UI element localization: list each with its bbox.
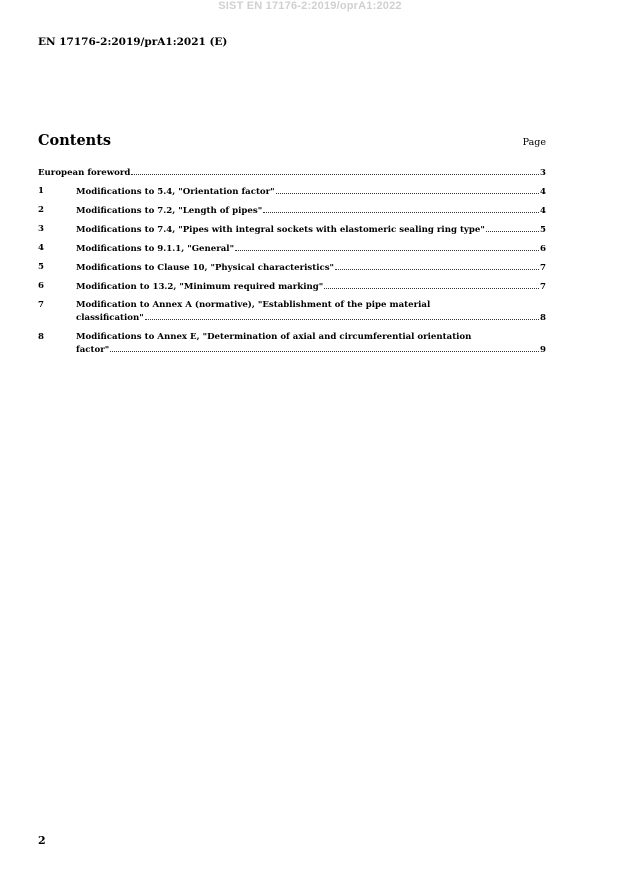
toc-entry-title-line: Modification to Annex A (normative), "Establishment of the pipe material xyxy=(76,300,431,310)
toc-entry-number: 7 xyxy=(38,300,44,310)
toc-entry-page: 7 xyxy=(540,282,546,292)
toc-leader-dots xyxy=(324,280,539,289)
toc-leader-dots xyxy=(263,204,539,213)
toc-leader-dots xyxy=(335,261,539,270)
toc-entry-page: 4 xyxy=(540,187,546,197)
toc-entry-number: 8 xyxy=(38,332,44,342)
toc-entry-page: 3 xyxy=(540,168,546,178)
watermark: SIST EN 17176-2:2019/oprA1:2022 xyxy=(218,0,402,12)
toc-entry-page: 4 xyxy=(540,206,546,216)
toc-entry-page: 5 xyxy=(540,225,546,235)
toc-entry-4[interactable] xyxy=(38,242,546,254)
toc-entry-title-line: Modifications to Annex E, "Determination of axial and circumferential orientation xyxy=(76,332,472,342)
toc-entry-european-foreword[interactable] xyxy=(38,166,546,178)
toc-entry-number: 6 xyxy=(38,281,44,291)
page-number: 2 xyxy=(38,834,46,847)
toc-entry-title: Modifications to 9.1.1, "General" xyxy=(76,244,235,254)
contents-heading: Contents xyxy=(38,132,112,149)
toc-entry-title-line: classification" xyxy=(76,313,144,323)
toc-entry-5[interactable] xyxy=(38,261,546,273)
toc-entry-3[interactable] xyxy=(38,223,546,235)
toc-entry-number: 2 xyxy=(38,205,44,215)
toc-entry-page: 6 xyxy=(540,244,546,254)
toc-entry-1[interactable] xyxy=(38,185,546,197)
toc-entry-title: European foreword xyxy=(38,168,131,178)
toc-entry-6[interactable] xyxy=(38,280,546,292)
table-of-contents xyxy=(38,166,546,363)
page-column-label: Page xyxy=(522,137,546,148)
toc-entry-number: 5 xyxy=(38,262,44,272)
toc-leader-dots xyxy=(131,166,539,175)
toc-entry-title: Modifications to 7.2, "Length of pipes" xyxy=(76,206,263,216)
toc-entry-number: 3 xyxy=(38,224,44,234)
toc-entry-number: 1 xyxy=(38,186,44,196)
toc-entry-2[interactable] xyxy=(38,204,546,216)
toc-entry-title: Modifications to 7.4, "Pipes with integral sockets with elastomeric sealing ring type" xyxy=(76,225,485,235)
document-identifier: EN 17176-2:2019/prA1:2021 (E) xyxy=(38,36,228,48)
toc-leader-dots xyxy=(110,343,539,352)
toc-entry-page: 7 xyxy=(540,263,546,273)
toc-leader-dots xyxy=(276,185,539,194)
toc-entry-title: Modifications to Clause 10, "Physical characteristics" xyxy=(76,263,335,273)
toc-entry-7[interactable] xyxy=(38,299,546,324)
toc-entry-number: 4 xyxy=(38,243,44,253)
toc-leader-dots xyxy=(235,242,539,251)
toc-entry-title: Modifications to 5.4, "Orientation factor" xyxy=(76,187,275,197)
toc-leader-dots xyxy=(145,311,539,320)
toc-entry-title-line: factor" xyxy=(76,345,110,355)
toc-entry-page: 9 xyxy=(540,345,546,355)
toc-entry-8[interactable] xyxy=(38,331,546,356)
toc-leader-dots xyxy=(486,223,539,232)
toc-entry-title: Modification to 13.2, "Minimum required marking" xyxy=(76,282,324,292)
toc-entry-page: 8 xyxy=(540,313,546,323)
